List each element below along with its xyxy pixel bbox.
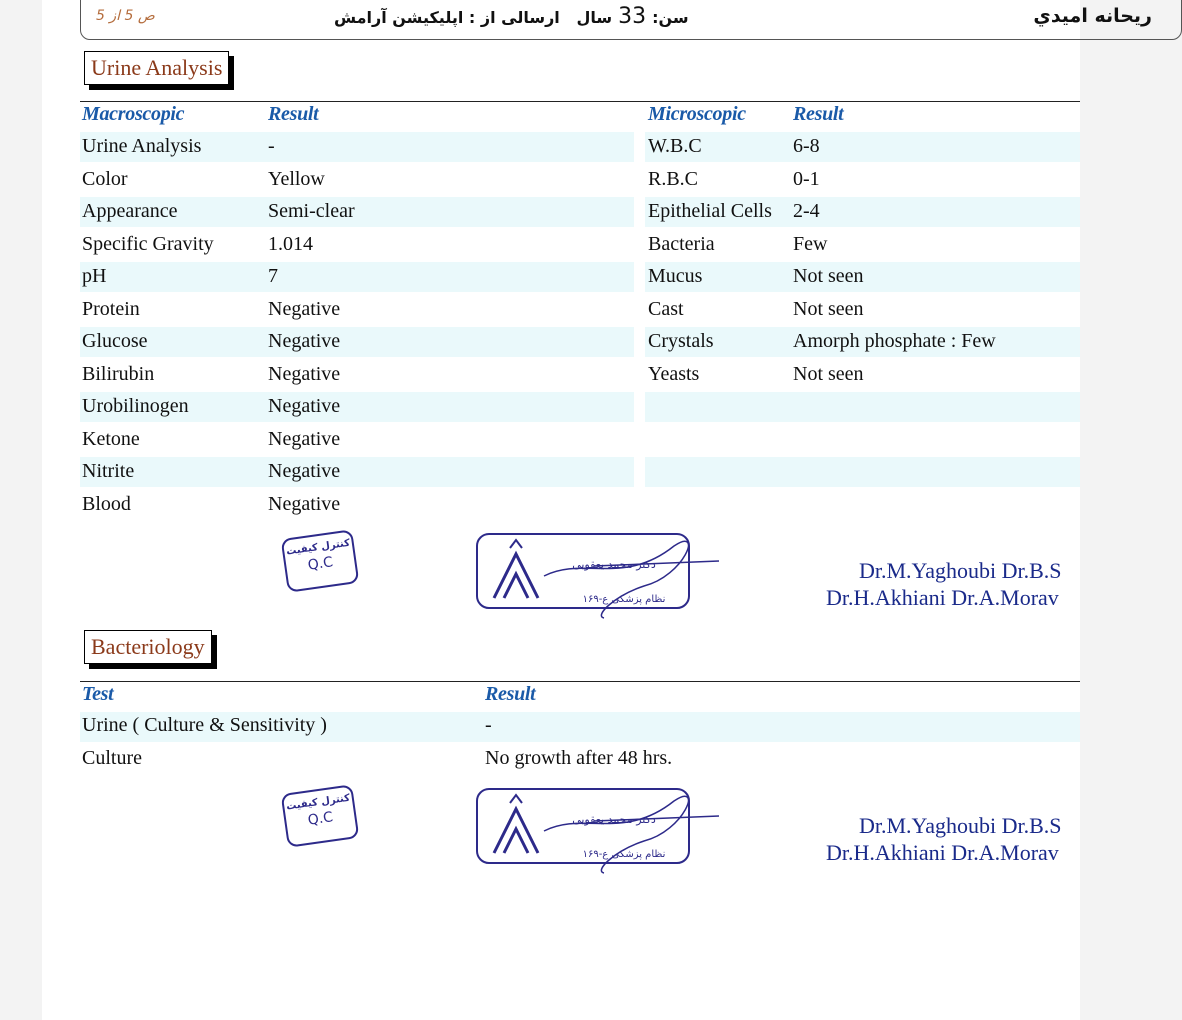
micro-test-result: 6-8 [793,135,820,157]
age-unit: سال [576,8,613,27]
macro-result-header: Result [268,103,319,125]
bact-result-header: Result [485,683,536,705]
doctors-line-2: Dr.H.Akhiani Dr.A.Morav [826,840,1059,865]
micro-result-header: Result [793,103,844,125]
macro-test-result: 1.014 [268,232,313,255]
macro-test-result: Semi-clear [268,200,355,222]
section-divider [80,101,1080,102]
row-stripe [645,457,1080,487]
signature-name-text: دکتر محمد یعقوبی [572,558,656,571]
bact-test-name: Urine ( Culture & Sensitivity ) [82,714,327,736]
micro-test-name: R.B.C [648,167,699,190]
macro-test-result: Negative [268,395,341,417]
micro-test-name: Yeasts [648,362,700,385]
macro-test-name: Urobilinogen [82,395,189,417]
macro-test-name: Protein [82,297,140,320]
qc-stamp-en-text: Q.C [306,554,335,574]
micro-test-name: W.B.C [648,135,702,157]
micro-test-result: Not seen [793,297,864,320]
micro-test-result: Amorph phosphate : Few [793,330,996,352]
signature-name-text: دکتر محمد یعقوبی [572,813,656,826]
qc-stamp [281,529,360,592]
macro-test-result: Yellow [268,167,325,190]
macro-test-result: 7 [268,265,278,287]
macro-test-name: Bilirubin [82,362,155,385]
qc-stamp-en-text: Q.C [306,809,335,829]
patient-name: ریحانه امیدي [1033,5,1152,27]
signature-reg-text: نظام پزشکی ع-۱۶۹ [582,594,666,605]
macroscopic-header: Macroscopic [82,103,185,125]
macro-test-name: Blood [82,492,131,515]
test-header: Test [82,683,114,705]
age-label: سن: [652,8,689,27]
microscopic-header: Microscopic [648,103,746,125]
doctor-signature-stamp [474,781,719,873]
macro-test-name: Glucose [82,330,148,352]
bact-test-name: Culture [82,747,142,769]
macro-test-result: Negative [268,460,341,482]
doctors-line-1: Dr.M.Yaghoubi Dr.B.S [859,813,1062,838]
macro-test-result: - [268,135,275,157]
doctors-line-1: Dr.M.Yaghoubi Dr.B.S [859,558,1062,583]
macro-test-name: Ketone [82,427,140,450]
macro-test-name: Specific Gravity [82,232,214,255]
macro-test-result: Negative [268,492,341,515]
doctor-signature-stamp [474,526,719,618]
doctors-list [826,557,1062,611]
micro-test-name: Bacteria [648,232,715,255]
section-title-urine-analysis: Urine Analysis [84,51,229,85]
macro-test-name: pH [82,265,107,287]
macro-test-result: Negative [268,297,341,320]
patient-age-line [334,4,689,29]
micro-test-result: Not seen [793,362,864,385]
section-title-bacteriology: Bacteriology [84,630,212,664]
qc-stamp [281,784,360,847]
qc-stamp-fa-text: کنترل کیفیت [285,792,351,813]
row-stripe [80,457,634,487]
micro-test-result: 0-1 [793,167,820,190]
macro-test-name: Color [82,167,128,190]
macro-test-name: Urine Analysis [82,135,202,157]
qc-stamp-fa-text: کنترل کیفیت [285,537,351,558]
row-stripe [80,262,634,292]
bact-test-result: No growth after 48 hrs. [485,747,673,769]
row-stripe [645,132,1080,162]
bact-test-result: - [485,714,492,736]
macro-test-name: Appearance [82,200,178,222]
page-number: ص 5 از 5 [96,8,155,24]
signature-reg-text: نظام پزشکی ع-۱۶۹ [582,849,666,860]
macro-test-result: Negative [268,362,341,385]
section-divider [80,681,1080,682]
micro-test-name: Cast [648,297,684,320]
doctors-line-2: Dr.H.Akhiani Dr.A.Morav [826,585,1059,610]
micro-test-name: Epithelial Cells [648,200,772,222]
macro-test-result: Negative [268,427,341,450]
micro-test-name: Mucus [648,265,703,287]
doctors-list [826,812,1062,866]
micro-test-result: 2-4 [793,200,820,222]
micro-test-name: Crystals [648,330,714,352]
sent-from: ارسالی از : اپلیکیشن آرامش [334,8,560,27]
micro-test-result: Not seen [793,265,864,287]
report-page [42,0,1152,1020]
macro-test-result: Negative [268,330,341,352]
row-stripe [80,327,634,357]
age-value: 33 [618,4,647,29]
micro-test-result: Few [793,232,828,255]
macro-test-name: Nitrite [82,460,135,482]
row-stripe [645,392,1080,422]
